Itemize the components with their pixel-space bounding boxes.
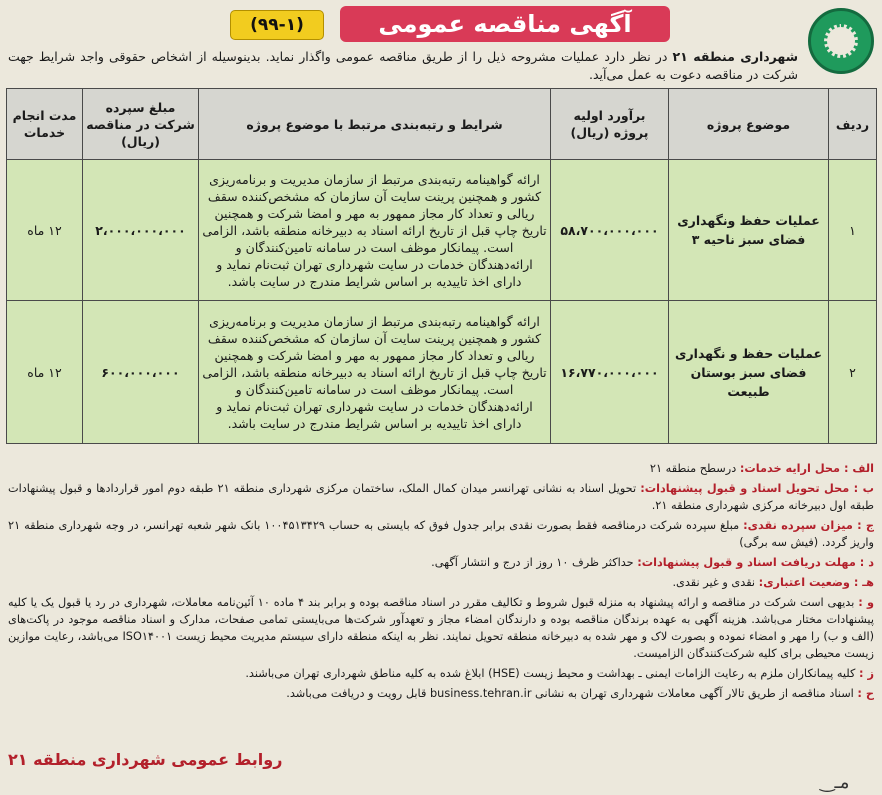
notice-number: (۹۹-۱) [230,10,324,40]
header-row-number: ردیف [829,89,877,160]
deposit-amount: ۲،۰۰۰،۰۰۰،۰۰۰ [83,160,199,301]
term-label: الف : محل ارایه خدمات: [739,462,874,475]
term-text: کلیه پیمانکاران ملزم به رعایت الزامات ایمنی ـ بهداشت و محیط زیست (HSE) ابلاغ شده به کلیه مناطق شهرداری تهران می‌باشند. [245,667,856,680]
term-label: و : [858,596,874,609]
term-text: مبلغ سپرده شرکت درمناقصه فقط بصورت نقدی برابر جدول فوق که بایستی به حساب ۱۰۰۴۵۱۳۴۲۹ بانک شهر شعبه تهرانسر، در وجه شهرداری منطقه ۲۱ واریز گردد. (فیش سه برگی) [8,519,874,549]
term-text: بدیهی است شرکت در مناقصه و ارائه پیشنهاد به منزله قبول شروط و تکالیف مقرر در اسناد مناقصه بوده و برابر بند ۴ ماده ۱۰ آئین‌نامه معاملات، شهرداری در رد یا قبول یک یا کلیه پیشنهادات مختار می‌باشد. هزینه آگهی به عهده برندگان مناقصه بوده و دارندگان امضاء مجاز و تعهدآور شرکت‌ها می‌بایستی تمامی صفحات، مدارک و اسناد مناقصه موجود در پاکت‌های (الف و ب) را مهر و امضاء نموده و بصورت لاک و مهر شده به دبیرخانه منطقه تحویل نمایند. نظر به اینکه منطقه دارای سیستم مدیریت محیط زیست ISO۱۴۰۰۱ می‌باشد، رعایت موازین زیست محیطی برای کلیه شرکت‌کنندگان الزامیست. [8,596,874,660]
project-subject: عملیات حفظ و نگهداری فضای سبز بوستان طبیعت [669,301,829,444]
intro-paragraph [8,48,798,84]
notice-header [230,6,670,46]
term-text: نقدی و غیر نقدی. [672,576,756,589]
header-duration: مدت انجام خدمات [7,89,83,160]
table-row [7,301,877,444]
table-row [7,160,877,301]
term-text: تحویل اسناد به نشانی تهرانسر میدان کمال الملک، ساختمان مرکزی شهرداری منطقه ۲۱ طبقه دوم امور قراردادها و قبول پیشنهادات طبقه اول دبیرخانه مرکزی شهرداری منطقه ۲۱. [8,482,874,512]
deposit-amount: ۶۰۰،۰۰۰،۰۰۰ [83,301,199,444]
term-item [8,574,874,591]
term-item [8,554,874,571]
term-item [8,665,874,682]
service-duration: ۱۲ ماه [7,160,83,301]
term-text: حداکثر ظرف ۱۰ روز از درج و انتشار آگهی. [431,556,634,569]
service-duration: ۱۲ ماه [7,301,83,444]
term-text: درسطح منطقه ۲۱ [649,462,737,475]
term-label: د : مهلت دریافت اسناد و قبول پیشنهادات: [637,556,874,569]
row-number: ۱ [829,160,877,301]
tender-table [6,88,877,444]
term-item [8,480,874,514]
term-label: ب : محل تحویل اسناد و قبول پیشنهادات: [640,482,874,495]
header-conditions: شرایط و رتبه‌بندی مرتبط با موضوع پروژه [199,89,551,160]
header-deposit: مبلغ سپرده شرکت در مناقصه (ریال) [83,89,199,160]
table-header-row [7,89,877,160]
project-conditions: ارائه گواهینامه رتبه‌بندی مرتبط از سازمان مدیریت و برنامه‌ریزی کشور و همچنین پرینت سایت آن سازمان که مشخص‌کننده سقف ریالی و تعداد کار مجاز ممهور به مهر و امضا شرکت و همچنین تاریخ چاپ قبل از تاریخ ارائه اسناد به دبیرخانه منطقه باشد، الزامی است. پیمانکار موظف است در سامانه تامین‌کنندگان و ارائه‌دهندگان خدمات در سایت شهرداری تهران ثبت‌نام نماید و دارای اخذ تاییدیه بر اساس شرایط مندرج در سایت باشد. [199,160,551,301]
term-label: ج : میزان سپرده نقدی: [743,519,875,532]
term-item [8,460,874,477]
header-subject: موضوع پروژه [669,89,829,160]
project-estimate: ۱۶،۷۷۰،۰۰۰،۰۰۰ [551,301,669,444]
project-subject: عملیات حفظ ونگهداری فضای سبز ناحیه ۳ [669,160,829,301]
intro-text: در نظر دارد عملیات مشروحه ذیل را از طریق مناقصه عمومی واگذار نماید. بدینوسیله از اشخاص حقوقی واجد شرایط جهت شرکت در مناقصه دعوت به عمل می‌آید. [8,49,798,82]
term-text: اسناد مناقصه از طریق تالار آگهی معاملات شهرداری تهران به نشانی business.tehran.ir قابل رویت و دریافت می‌باشد. [286,687,854,700]
term-label: هـ : وضعیت اعتباری: [758,576,874,589]
term-label: ح : [857,687,874,700]
handwritten-mark-icon: ﻣـ‿ [820,772,850,793]
project-estimate: ۵۸،۷۰۰،۰۰۰،۰۰۰ [551,160,669,301]
row-number: ۲ [829,301,877,444]
terms-list [8,460,874,705]
term-item [8,594,874,662]
project-conditions: ارائه گواهینامه رتبه‌بندی مرتبط از سازمان مدیریت و برنامه‌ریزی کشور و همچنین پرینت سایت آن سازمان که مشخص‌کننده سقف ریالی و تعداد کار مجاز ممهور به مهر و امضا شرکت و همچنین تاریخ چاپ قبل از تاریخ ارائه اسناد به دبیرخانه منطقه باشد، الزامی است. پیمانکار موظف است در سامانه تامین‌کنندگان و ارائه‌دهندگان خدمات در سایت شهرداری تهران ثبت‌نام نماید و دارای اخذ تاییدیه بر اساس شرایط مندرج در سایت باشد. [199,301,551,444]
notice-title: آگهی مناقصه عمومی [340,6,670,42]
term-item [8,685,874,702]
organization-name: شهرداری منطقه ۲۱ [672,49,798,64]
term-item [8,517,874,551]
term-label: ز : [859,667,874,680]
public-relations-signature: روابط عمومی شهرداری منطقه ۲۱ [8,750,283,769]
tehran-municipality-logo-icon [808,8,874,74]
header-estimate: برآورد اولیه پروژه (ریال) [551,89,669,160]
